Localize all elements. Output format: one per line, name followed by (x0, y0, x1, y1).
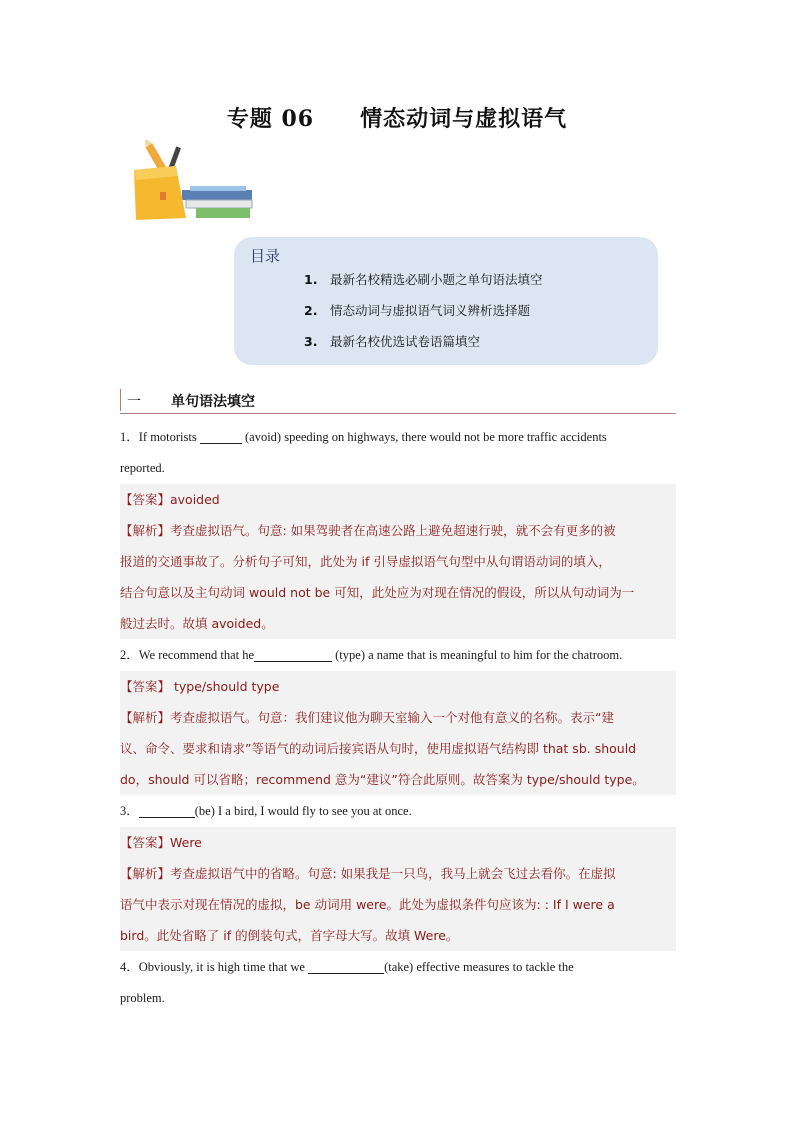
question-line: problem. (120, 991, 165, 1005)
toc-item (304, 332, 480, 350)
toc-item-text: 情态动词与虚拟语气词义辨析选择题 (330, 303, 531, 318)
answer-blank (254, 647, 332, 662)
toc-item-number: 3. (304, 334, 318, 349)
toc-item (304, 301, 530, 319)
answer-blank (139, 803, 195, 818)
toc-heading: 目录 (250, 247, 281, 265)
table-of-contents (234, 237, 658, 365)
question-line: reported. (120, 461, 165, 475)
analysis-line: bird。此处省略了 if 的倒装句式，首字母大写。故填 Were。 (120, 920, 676, 951)
analysis-line: 【解析】考查虚拟语气。句意: 如果驾驶者在高速公路上避免超速行驶，就不会有更多的被 (120, 515, 676, 546)
analysis-line: 【解析】考查虚拟语气中的省略。句意: 如果我是一只鸟，我马上就会飞过去看你。在虚拟 (120, 858, 676, 889)
answer-line: 【答案】Were (120, 827, 676, 858)
title-main: 情态动词与虚拟语气 (360, 106, 568, 132)
question-line: 3． (be) I a bird, I would fly to see you at once. (120, 804, 412, 818)
toc-item-number: 1. (304, 272, 318, 287)
answer-line: 【答案】 type/should type (120, 671, 676, 702)
question-line: 1．If motorists (avoid) speeding on highways, there would not be more traffic accidents (120, 430, 607, 444)
pencil-books-illustration-icon (130, 140, 254, 222)
answer-line: 【答案】avoided (120, 484, 676, 515)
section-title: 单句语法填空 (171, 394, 255, 410)
toc-item-number: 2. (304, 303, 318, 318)
analysis-line: 语气中表示对现在情况的虚拟，be 动词用 were。此处为虚拟条件句应该为: : If I were a (120, 889, 676, 920)
toc-item (304, 270, 543, 288)
analysis-line: 【解析】考查虚拟语气。句意：我们建议他为聊天室输入一个对他有意义的名称。表示“建 (120, 702, 676, 733)
page-title (0, 102, 794, 133)
question-line: 4．Obviously, it is high time that we (take) effective measures to tackle the (120, 960, 574, 974)
answer-blank (200, 429, 242, 444)
question-line: 2．We recommend that he (type) a name that is meaningful to him for the chatroom. (120, 648, 623, 662)
section-number: 一 (127, 394, 141, 410)
analysis-line: 般过去时。故填 avoided。 (120, 608, 676, 639)
section-heading (120, 387, 676, 414)
analysis-line: 结合句意以及主句动词 would not be 可知，此处应为对现在情况的假设，所以从句动词为一 (120, 577, 676, 608)
section-marker (120, 389, 121, 411)
analysis-line: do，should 可以省略；recommend 意为“建议”符合此原则。故答案为 type/should type。 (120, 764, 676, 795)
toc-item-text: 最新名校精选必刷小题之单句语法填空 (330, 272, 543, 287)
analysis-line: 议、命令、要求和请求”等语气的动词后接宾语从句时，使用虚拟语气结构即 that sb. should (120, 733, 676, 764)
analysis-line: 报道的交通事故了。分析句子可知，此处为 if 引导虚拟语气句型中从句谓语动词的填入， (120, 546, 676, 577)
title-prefix: 专题 06 (226, 106, 315, 132)
toc-item-text: 最新名校优选试卷语篇填空 (330, 334, 481, 349)
answer-blank (308, 959, 384, 974)
